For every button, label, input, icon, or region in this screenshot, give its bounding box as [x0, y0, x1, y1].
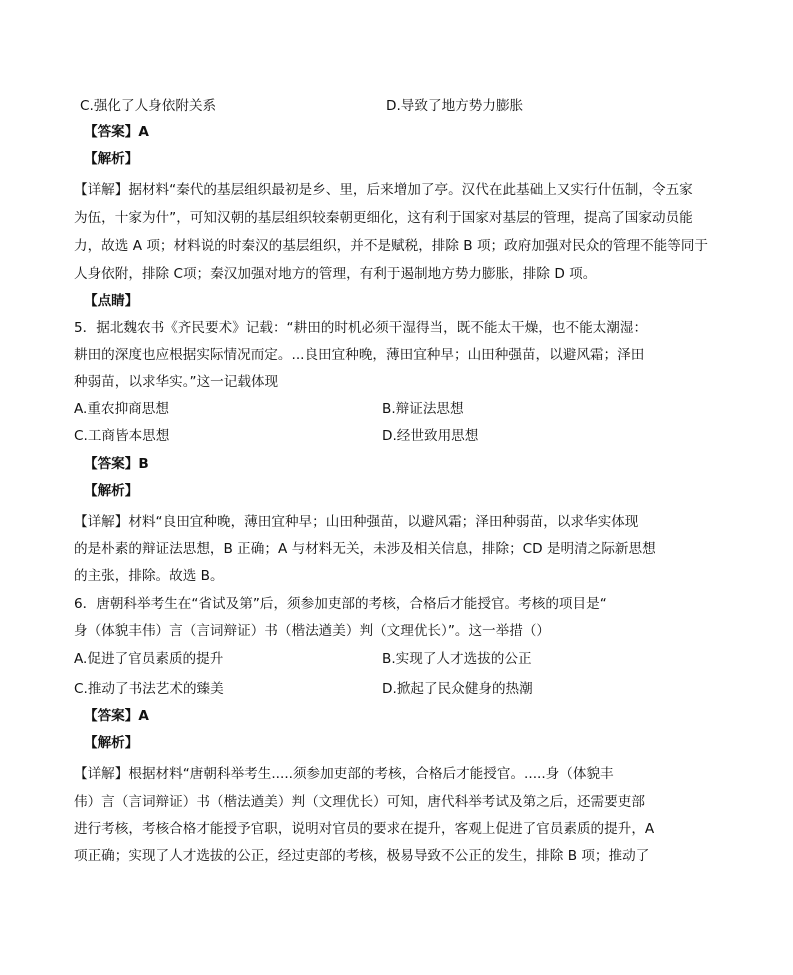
q4-option-d: D.导致了地方势力膨胀: [386, 98, 524, 114]
q5-detail-line-1: 【详解】材料“良田宜种晚，薄田宜种早；山田种强苗，以避风霜；泽田种弱苗，以求华实体现: [74, 514, 639, 530]
q5-detail-line-3: 的主张，排除。故选 B。: [74, 568, 224, 584]
q6-option-b: B.实现了人才选拔的公正: [382, 651, 532, 667]
q6-detail-line-3: 进行考核，考核合格才能授予官职，说明对官员的要求在提升，客观上促进了官员素质的提升，A: [74, 821, 655, 837]
q4-detail-line-4: 人身依附，排除 C项；秦汉加强对地方的管理，有利于遏制地方势力膨胀，排除 D 项。: [74, 266, 597, 282]
q6-option-d: D.掀起了民众健身的热潮: [382, 681, 533, 697]
q6-option-c: C.推动了书法艺术的臻美: [74, 681, 224, 697]
q5-stem-line-1: 5．据北魏农书《齐民要术》记载：“耕田的时机必须干湿得当，既不能太干燥，也不能太潮湿：: [74, 320, 648, 336]
q6-stem-line-1: 6．唐朝科举考生在“省试及第”后，须参加吏部的考核，合格后才能授官。考核的项目是“: [74, 596, 607, 612]
q5-option-d: D.经世致用思想: [382, 428, 479, 444]
q4-detail-line-1: 【详解】据材料“秦代的基层组织最初是乡、里，后来增加了亭。汉代在此基础上又实行什伍制，令五家: [74, 182, 693, 198]
q4-answer-label: 【答案】A: [84, 124, 149, 140]
q4-option-c: C.强化了人身依附关系: [80, 98, 217, 114]
q6-stem-line-2: 身（体貌丰伟）言（言词辩证）书（楷法遒美）判（文理优长）”。这一举措（）: [74, 623, 551, 639]
q5-option-b: B.辩证法思想: [382, 401, 464, 417]
q6-detail-line-1: 【详解】根据材料“唐朝科举考生.....须参加吏部的考核，合格后才能授官。.....身（体貌丰: [74, 766, 614, 782]
q4-analysis-label: 【解析】: [84, 151, 139, 167]
q6-detail-line-4: 项正确；实现了人才选拔的公正，经过吏部的考核，极易导致不公正的发生，排除 B 项；推动了: [74, 848, 650, 864]
q6-detail-line-2: 伟）言（言词辩证）书（楷法遒美）判（文理优长）可知，唐代科举考试及第之后，还需要吏部: [74, 794, 645, 810]
q5-detail-line-2: 的是朴素的辩证法思想，B 正确；A 与材料无关，未涉及相关信息，排除；CD 是明清之际新思想: [74, 541, 656, 557]
q5-analysis-label: 【解析】: [84, 483, 139, 499]
q4-detail-line-3: 力，故选 A 项；材料说的时秦汉的基层组织，并不是赋税，排除 B 项；政府加强对民众的管理不能等同于: [74, 238, 709, 254]
q6-analysis-label: 【解析】: [84, 735, 139, 751]
q4-detail-line-2: 为伍，十家为什”，可知汉朝的基层组织较秦朝更细化，这有利于国家对基层的管理，提高了国家动员能: [74, 210, 693, 226]
q5-stem-line-2: 耕田的深度也应根据实际情况而定。...良田宜种晚，薄田宜种早；山田种强苗，以避风霜；泽田: [74, 347, 645, 363]
q4-pointer-label: 【点睛】: [84, 293, 139, 309]
q6-option-a: A.促进了官员素质的提升: [74, 651, 224, 667]
q6-answer-label: 【答案】A: [84, 708, 149, 724]
q5-stem-line-3: 种弱苗，以求华实。”这一记载体现: [74, 374, 279, 390]
q5-answer-label: 【答案】B: [84, 456, 149, 472]
q5-option-c: C.工商皆本思想: [74, 428, 170, 444]
q5-option-a: A.重农抑商思想: [74, 401, 169, 417]
